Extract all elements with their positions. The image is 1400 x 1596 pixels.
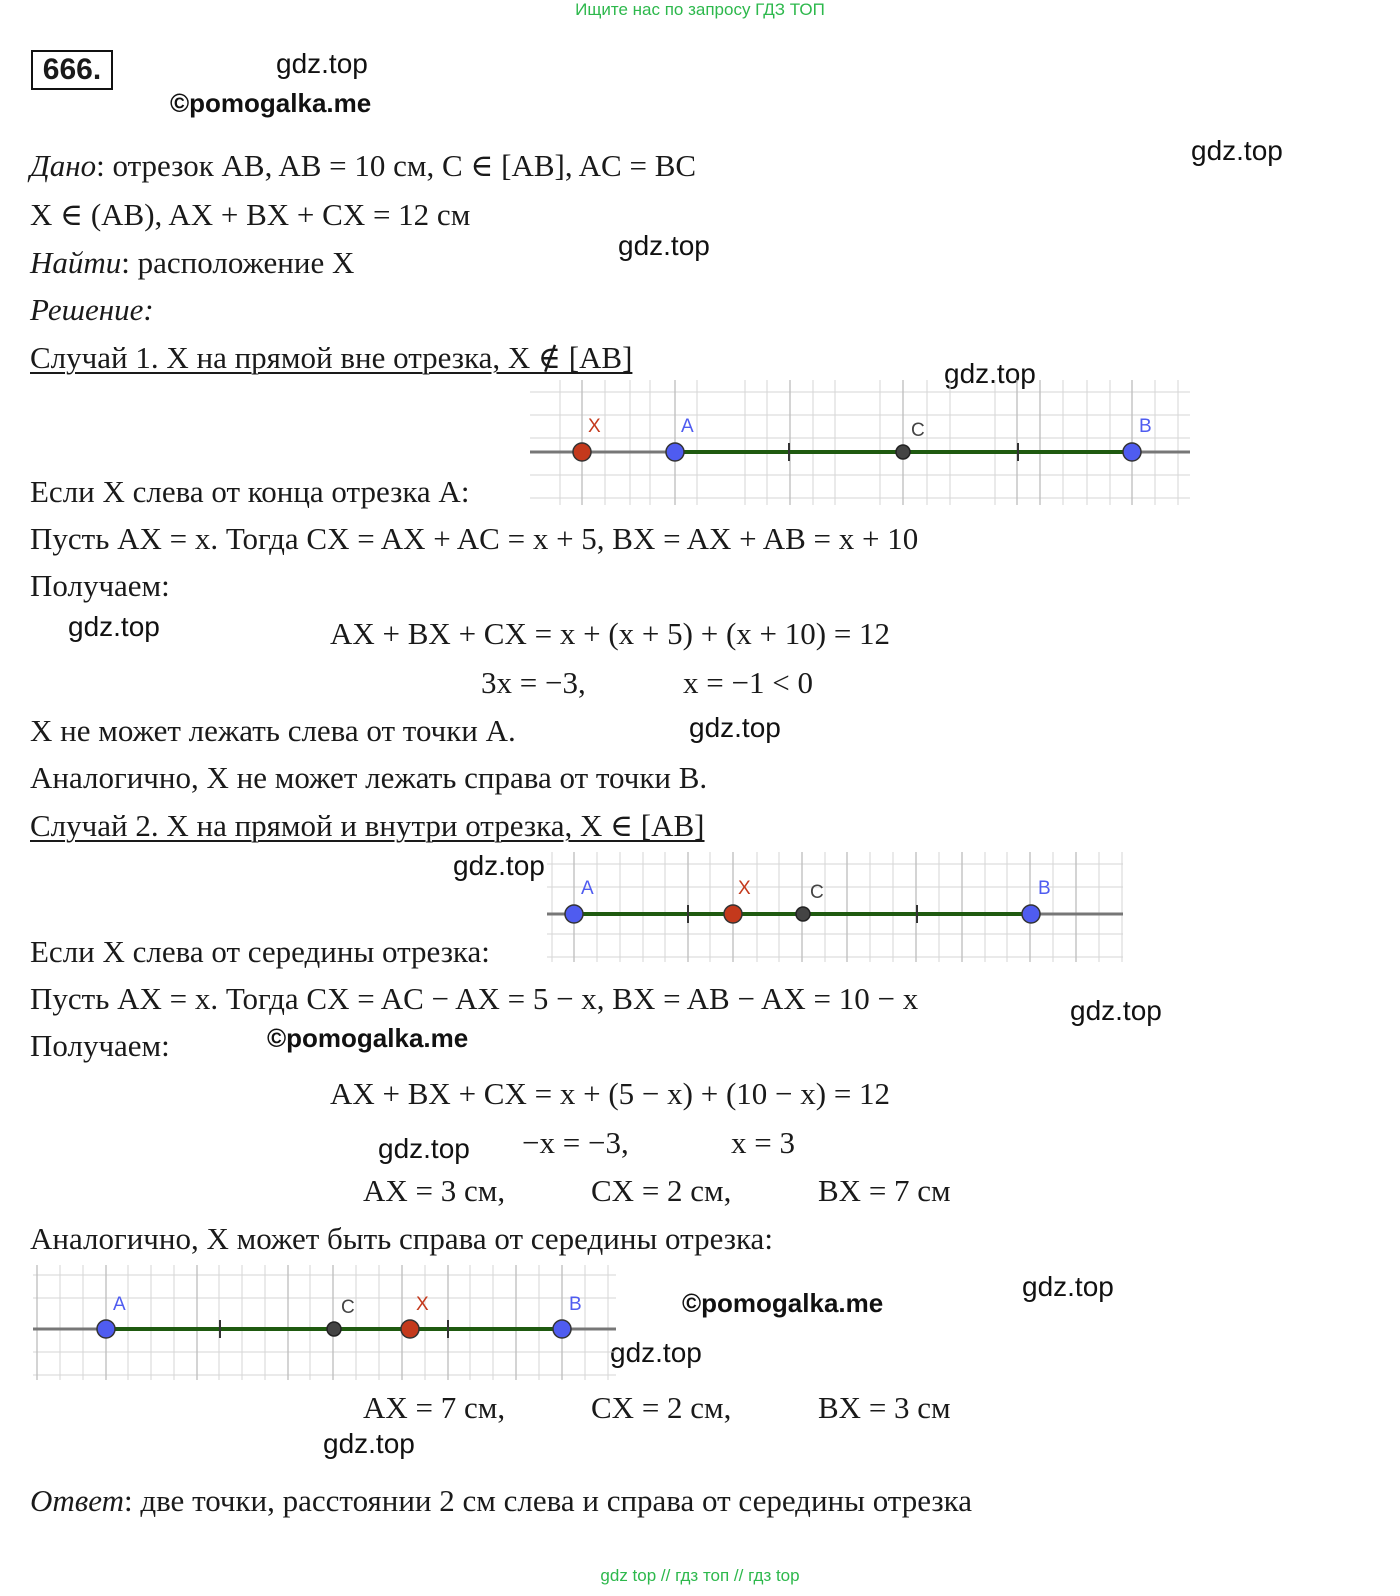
watermark-gdz: gdz.top: [68, 611, 160, 642]
watermark-pomogalka: ©pomogalka.me: [682, 1288, 884, 1318]
case2-condition: Если X слева от середины отрезка:: [30, 934, 490, 969]
watermark-gdz: gdz.top: [1022, 1271, 1114, 1302]
watermark-gdz: gdz.top: [378, 1133, 470, 1164]
label-a: A: [681, 416, 694, 437]
watermark-gdz: gdz.top: [689, 712, 781, 743]
find-label: Найти: [30, 245, 122, 280]
problem-number: 666.: [31, 50, 113, 90]
case1-number-line: [530, 380, 1190, 505]
watermark-gdz: gdz.top: [453, 850, 545, 881]
case2-equation: AX + BX + CX = x + (5 − x) + (10 − x) = 12: [330, 1076, 891, 1111]
case2-right-result-ax: AX = 7 см,: [363, 1390, 506, 1425]
case1-condition: Если X слева от конца отрезка A:: [30, 474, 470, 509]
given-text: : отрезок AB, AB = 10 см, C ∈ [AB], AC = BC: [96, 148, 697, 183]
case1-let: Пусть AX = x. Тогда CX = AX + AC = x + 5, BX = AX + AB = x + 10: [30, 521, 919, 556]
case2-eq2b: x = 3: [731, 1125, 795, 1160]
footer-links[interactable]: gdz top // гдз топ // гдз top: [600, 1566, 800, 1585]
given-line-1: [30, 146, 696, 186]
point-a: [666, 443, 684, 461]
answer-label: Ответ: [30, 1483, 124, 1518]
point-a: [565, 905, 583, 923]
watermark-pomogalka: ©pomogalka.me: [267, 1023, 469, 1053]
case2-similar: Аналогично, X может быть справа от середины отрезка:: [30, 1221, 773, 1256]
case2-result-bx: BX = 7 см: [818, 1173, 951, 1208]
watermark-pomogalka: ©pomogalka.me: [170, 88, 372, 118]
find-text: : расположение X: [121, 245, 355, 280]
case2-get: Получаем:: [30, 1028, 170, 1063]
watermark-gdz: gdz.top: [618, 230, 710, 261]
label-x: X: [416, 1294, 429, 1315]
point-x: [724, 905, 742, 923]
label-a: A: [581, 878, 594, 899]
watermark-gdz: gdz.top: [944, 358, 1036, 389]
given-label: Дано: [30, 148, 97, 183]
watermark-gdz: gdz.top: [276, 48, 368, 79]
case2-result-ax: AX = 3 см,: [363, 1173, 506, 1208]
case2-title: Случай 2. X на прямой и внутри отрезка, X ∈ [AB]: [30, 808, 705, 843]
find-line: [30, 243, 354, 283]
answer-text: : две точки, расстоянии 2 см слева и справа от середины отрезка: [123, 1483, 972, 1518]
given-line-2: X ∈ (AB), AX + BX + CX = 12 см: [30, 197, 471, 232]
solution-label: Решение:: [30, 292, 154, 327]
point-c: [796, 907, 810, 921]
case2-eq2a: −x = −3,: [522, 1125, 629, 1160]
case1-eq2a: 3x = −3,: [481, 665, 586, 700]
label-b: B: [1139, 416, 1152, 437]
case2-right-number-line: [33, 1265, 616, 1380]
point-b: [1022, 905, 1040, 923]
label-x: X: [738, 878, 751, 899]
label-c: C: [341, 1297, 355, 1318]
top-banner[interactable]: Ищите нас по запросу ГДЗ ТОП: [575, 0, 825, 19]
label-a: A: [113, 1294, 126, 1315]
case1-similar: Аналогично, X не может лежать справа от точки B.: [30, 760, 708, 795]
answer-line: [30, 1481, 972, 1521]
case2-number-line: [547, 852, 1123, 962]
case2-let: Пусть AX = x. Тогда CX = AC − AX = 5 − x, BX = AB − AX = 10 − x: [30, 981, 919, 1016]
case1-equation: AX + BX + CX = x + (x + 5) + (x + 10) = 12: [330, 616, 891, 651]
point-b: [553, 1320, 571, 1338]
label-b: B: [569, 1294, 582, 1315]
watermark-gdz: gdz.top: [1070, 995, 1162, 1026]
case1-conclusion: X не может лежать слева от точки A.: [30, 713, 516, 748]
label-c: C: [911, 420, 925, 441]
point-c: [327, 1322, 341, 1336]
case2-result-cx: CX = 2 см,: [591, 1173, 732, 1208]
case1-title: Случай 1. X на прямой вне отрезка, X ∉ [AB]: [30, 340, 633, 375]
point-a: [97, 1320, 115, 1338]
label-c: C: [810, 882, 824, 903]
point-c: [896, 445, 910, 459]
case2-right-result-bx: BX = 3 см: [818, 1390, 951, 1425]
grid: [530, 380, 1190, 505]
grid: [33, 1265, 616, 1380]
point-b: [1123, 443, 1141, 461]
case1-get: Получаем:: [30, 568, 170, 603]
label-x: X: [588, 416, 601, 437]
watermark-gdz: gdz.top: [1191, 135, 1283, 166]
point-x: [401, 1320, 419, 1338]
watermark-gdz: gdz.top: [610, 1337, 702, 1368]
case1-eq2b: x = −1 < 0: [683, 665, 813, 700]
label-b: B: [1038, 878, 1051, 899]
case2-right-result-cx: CX = 2 см,: [591, 1390, 732, 1425]
watermark-gdz: gdz.top: [323, 1428, 415, 1459]
point-x: [573, 443, 591, 461]
